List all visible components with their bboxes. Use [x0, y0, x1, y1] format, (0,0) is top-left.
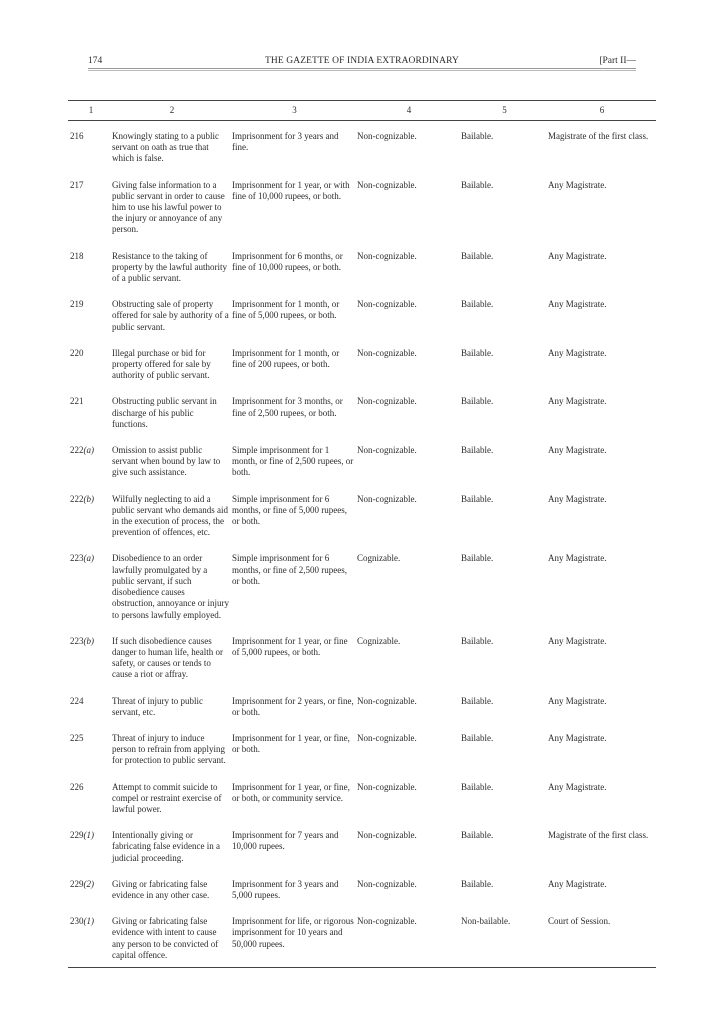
punishment-cell: Imprisonment for 1 month, or fine of 5,000 rupees, or both. — [232, 299, 340, 321]
section-number: 219 — [70, 299, 84, 310]
table-row — [68, 486, 656, 546]
offence-cell: Omission to assist public servant when bound by law to give such assistance. — [112, 445, 221, 478]
bailable-cell: Bailable. — [461, 179, 494, 190]
punishment-cell: Imprisonment for 1 month, or fine of 200 rupees, or both. — [232, 347, 340, 370]
section-number-cell — [68, 486, 112, 546]
table-body — [68, 121, 656, 968]
offence-cell: Giving false information to a public servant in order to cause him to use his lawful power to the injury or annoyance of any person. — [112, 179, 225, 235]
punishment-cell: Simple imprisonment for 6 months, or fine of 5,000 rupees, or both. — [232, 493, 347, 527]
section-number-cell — [68, 340, 112, 389]
cognizable-cell: Non-cognizable. — [357, 695, 417, 706]
section-number-cell — [68, 172, 112, 243]
offence-cell: Giving or fabricating false evidence with intent to cause any person to be convicted of capital offence. — [112, 908, 232, 967]
court-cell: Magistrate of the first class. — [548, 830, 649, 841]
section-number: 217 — [70, 179, 84, 190]
punishment-cell: Imprisonment for 1 year, or fine of 5,000 rupees, or both. — [232, 635, 348, 657]
section-number-cell — [68, 121, 112, 172]
cognizable-cell: Cognizable. — [357, 553, 401, 564]
punishment-cell: Imprisonment for 1 year, or with fine of 10,000 rupees, or both. — [232, 179, 350, 201]
page-number: 174 — [88, 56, 103, 66]
bailable-cell: Bailable. — [461, 553, 494, 564]
bailable-cell: Non-bailable. — [461, 908, 548, 967]
bailable-cell: Bailable. — [461, 131, 494, 141]
offence-cell: Illegal purchase or bid for property offered for sale by authority of public servant. — [112, 347, 211, 381]
section-number-cell — [68, 871, 112, 908]
bailable-cell: Bailable. — [461, 493, 494, 504]
page-header — [88, 56, 636, 74]
cognizable-cell: Non-cognizable. — [357, 830, 417, 841]
bailable-cell: Bailable. — [461, 695, 494, 706]
section-number: 218 — [70, 250, 84, 261]
court-cell: Magistrate of the first class. — [548, 131, 649, 141]
court-cell: Any Magistrate. — [548, 781, 607, 792]
punishment-cell: Imprisonment for 2 years, or fine, or both. — [232, 695, 354, 717]
section-number-cell — [68, 628, 112, 688]
part-label: [Part II— — [599, 56, 636, 66]
offence-cell: Obstructing public servant in discharge of his public functions. — [112, 396, 217, 429]
court-cell: Any Magistrate. — [548, 299, 607, 310]
punishment-cell: Imprisonment for 1 year, or fine, or both. — [232, 732, 350, 755]
column-header-4: 4 — [357, 101, 461, 121]
section-number-cell — [68, 437, 112, 486]
section-suffix: (2) — [83, 878, 94, 889]
court-cell: Any Magistrate. — [548, 445, 607, 456]
bailable-cell: Bailable. — [461, 830, 494, 841]
bailable-cell: Bailable. — [461, 347, 494, 358]
gazette-title: THE GAZETTE OF INDIA EXTRAORDINARY — [265, 56, 459, 66]
table-row — [68, 545, 656, 627]
table-row — [68, 725, 656, 774]
court-cell: Any Magistrate. — [548, 635, 607, 646]
cognizable-cell: Non-cognizable. — [357, 179, 417, 190]
section-suffix: (a) — [83, 553, 94, 564]
table-row — [68, 340, 656, 389]
column-header-1: 1 — [68, 101, 112, 121]
section-suffix: (1) — [83, 830, 94, 841]
bailable-cell: Bailable. — [461, 732, 494, 743]
punishment-cell: Imprisonment for life, or rigorous imprisonment for 10 years and 50,000 rupees. — [232, 908, 357, 967]
court-cell: Any Magistrate. — [548, 732, 607, 743]
column-header-6: 6 — [548, 101, 656, 121]
offence-cell: If such disobedience causes danger to human life, health or safety, or causes or tends to cause a riot or affray. — [112, 635, 223, 680]
court-cell: Any Magistrate. — [548, 493, 607, 504]
section-number-cell — [68, 545, 112, 627]
section-number: 224 — [70, 695, 84, 706]
cognizable-cell: Non-cognizable. — [357, 299, 417, 310]
bailable-cell: Bailable. — [461, 299, 494, 310]
offence-cell: Threat of injury to public servant, etc. — [112, 695, 203, 717]
cognizable-cell: Non-cognizable. — [357, 131, 417, 141]
column-header-3: 3 — [232, 101, 357, 121]
section-number: 223 — [70, 553, 84, 564]
punishment-cell: Imprisonment for 3 months, or fine of 2,500 rupees, or both. — [232, 396, 343, 418]
court-cell: Court of Session. — [548, 908, 656, 967]
section-number-cell — [68, 243, 112, 292]
section-suffix: (b) — [83, 493, 94, 504]
section-number: 223 — [70, 635, 84, 646]
table-row — [68, 871, 656, 908]
court-cell: Any Magistrate. — [548, 695, 607, 706]
court-cell: Any Magistrate. — [548, 250, 607, 261]
section-number: 220 — [70, 347, 84, 358]
punishment-cell: Imprisonment for 3 years and 5,000 rupees. — [232, 878, 339, 900]
punishment-cell: Imprisonment for 7 years and 10,000 rupees. — [232, 830, 339, 852]
cognizable-cell: Cognizable. — [357, 635, 401, 646]
header-rule — [88, 68, 636, 71]
section-number-cell — [68, 822, 112, 871]
cognizable-cell: Non-cognizable. — [357, 732, 417, 743]
cognizable-cell: Non-cognizable. — [357, 878, 417, 889]
cognizable-cell: Non-cognizable. — [357, 781, 417, 792]
table-row — [68, 774, 656, 823]
table-row — [68, 172, 656, 243]
court-cell: Any Magistrate. — [548, 179, 607, 190]
cognizable-cell: Non-cognizable. — [357, 347, 417, 358]
table-row — [68, 437, 656, 486]
offence-cell: Attempt to commit suicide to compel or restraint exercise of lawful power. — [112, 781, 222, 814]
cognizable-cell: Non-cognizable. — [357, 396, 417, 407]
table-row — [68, 628, 656, 688]
offence-cell: Giving or fabricating false evidence in any other case. — [112, 878, 210, 900]
section-number-cell — [68, 908, 112, 967]
section-number: 222 — [70, 493, 84, 504]
section-number-cell — [68, 688, 112, 725]
section-number: 222 — [70, 445, 84, 456]
offence-cell: Intentionally giving or fabricating false evidence in a judicial proceeding. — [112, 830, 220, 863]
column-header-row — [68, 101, 656, 121]
table-row — [68, 243, 656, 292]
table-row — [68, 688, 656, 725]
bailable-cell: Bailable. — [461, 396, 494, 407]
punishment-cell: Imprisonment for 1 year, or fine, or both, or community service. — [232, 781, 350, 803]
cognizable-cell: Non-cognizable. — [357, 908, 461, 967]
court-cell: Any Magistrate. — [548, 347, 607, 358]
section-number-cell — [68, 725, 112, 774]
offence-cell: Knowingly stating to a public servant on oath as true that which is false. — [112, 131, 219, 164]
court-cell: Any Magistrate. — [548, 396, 607, 407]
section-number: 229 — [70, 878, 84, 889]
section-number: 229 — [70, 830, 84, 841]
offence-schedule-table — [68, 100, 656, 968]
table-row — [68, 822, 656, 871]
offence-cell: Obstructing sale of property offered for sale by authority of a public servant. — [112, 299, 229, 332]
cognizable-cell: Non-cognizable. — [357, 250, 417, 261]
offence-cell: Disobedience to an order lawfully promulgated by a public servant, if such disobedience causes obstruction, annoyance or injury to persons lawfully employed. — [112, 553, 229, 620]
court-cell: Any Magistrate. — [548, 878, 607, 889]
offence-cell: Resistance to the taking of property by the lawful authority of a public servant. — [112, 250, 227, 284]
offence-cell: Wilfully neglecting to aid a public servant who demands aid in the execution of process, the prevention of offences, etc. — [112, 493, 228, 538]
bailable-cell: Bailable. — [461, 781, 494, 792]
section-suffix: (a) — [83, 445, 94, 456]
section-number-cell — [68, 388, 112, 437]
column-header-5: 5 — [461, 101, 548, 121]
section-number: 221 — [70, 396, 84, 407]
bailable-cell: Bailable. — [461, 635, 494, 646]
punishment-cell: Imprisonment for 3 years and fine. — [232, 131, 339, 153]
section-number: 216 — [70, 131, 84, 141]
court-cell: Any Magistrate. — [548, 553, 607, 564]
table-row — [68, 121, 656, 172]
punishment-cell: Simple imprisonment for 1 month, or fine of 2,500 rupees, or both. — [232, 445, 354, 478]
bailable-cell: Bailable. — [461, 445, 494, 456]
section-number: 225 — [70, 732, 84, 743]
table-row — [68, 388, 656, 437]
section-suffix: (b) — [83, 635, 94, 646]
table-row — [68, 291, 656, 340]
cognizable-cell: Non-cognizable. — [357, 493, 417, 504]
bailable-cell: Bailable. — [461, 878, 494, 889]
offence-cell: Threat of injury to induce person to refrain from applying for protection to public servant. — [112, 732, 226, 766]
section-number-cell — [68, 774, 112, 823]
punishment-cell: Simple imprisonment for 6 months, or fine of 2,500 rupees, or both. — [232, 553, 347, 586]
bailable-cell: Bailable. — [461, 250, 494, 261]
section-number: 230 — [70, 916, 84, 927]
cognizable-cell: Non-cognizable. — [357, 445, 417, 456]
section-suffix: (1) — [83, 916, 94, 927]
table-row — [68, 908, 656, 967]
section-number: 226 — [70, 781, 84, 792]
punishment-cell: Imprisonment for 6 months, or fine of 10,000 rupees, or both. — [232, 250, 343, 272]
column-header-2: 2 — [112, 101, 232, 121]
section-number-cell — [68, 291, 112, 340]
